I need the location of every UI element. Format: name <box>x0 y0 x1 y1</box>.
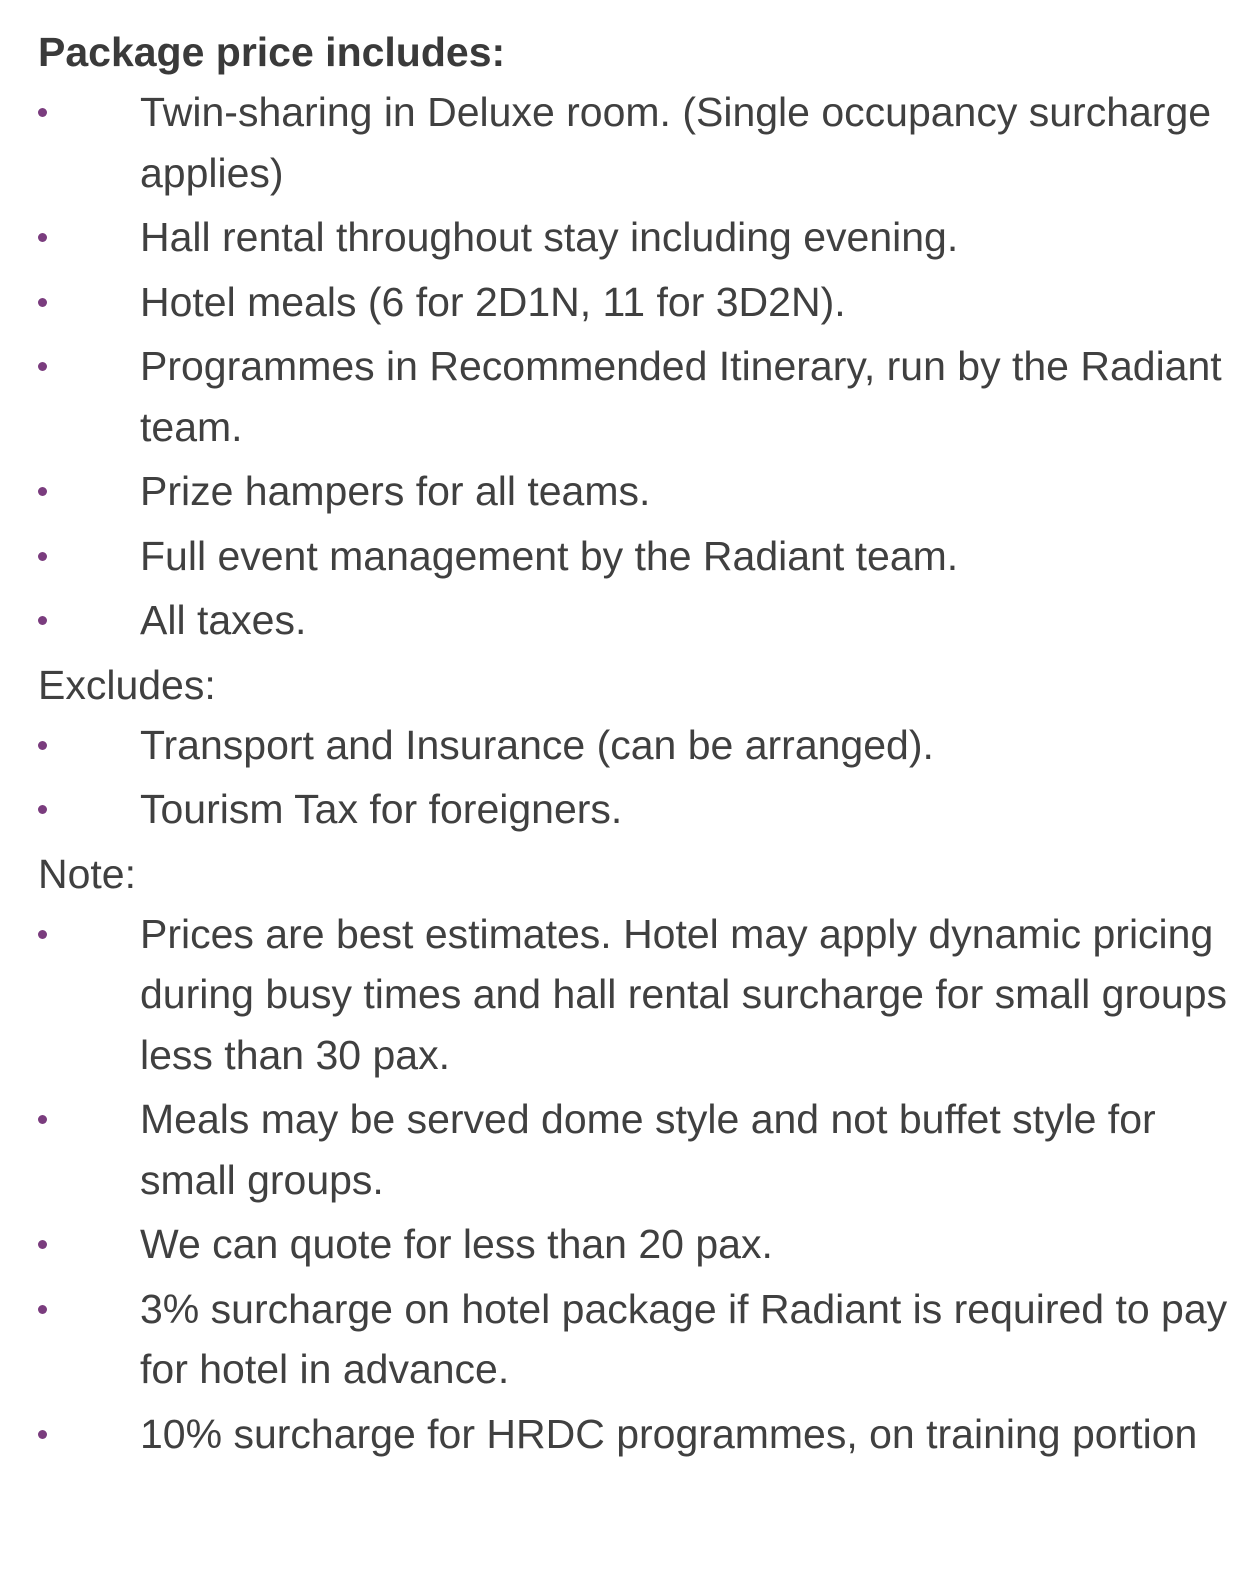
list-item-text: Hotel meals (6 for 2D1N, 11 for 3D2N). <box>140 278 846 325</box>
note-heading: Note: <box>38 850 136 897</box>
excludes-heading: Excludes: <box>38 661 216 708</box>
list-item <box>38 1214 1228 1275</box>
bullet-icon <box>38 616 47 625</box>
excludes-list <box>38 715 1228 840</box>
list-item-text: Prices are best estimates. Hotel may apply dynamic pricing during busy times and hall rental surcharge for small groups less than 30 pax. <box>140 910 1228 1078</box>
list-item-text: Twin-sharing in Deluxe room. (Single occupancy surcharge applies) <box>140 89 1212 196</box>
list-item <box>38 461 1228 522</box>
bullet-icon <box>38 362 47 371</box>
list-item <box>38 1404 1228 1465</box>
list-item-text: Transport and Insurance (can be arranged). <box>140 721 934 768</box>
bullet-icon <box>38 1240 47 1249</box>
bullet-icon <box>38 108 47 117</box>
list-item-text: Tourism Tax for foreigners. <box>140 786 623 832</box>
list-item-text: Full event management by the Radiant team. <box>140 532 959 579</box>
list-item <box>38 272 1228 333</box>
list-item <box>38 1089 1228 1210</box>
bullet-icon <box>38 805 47 814</box>
includes-heading: Package price includes: <box>38 29 506 75</box>
list-item-text: All taxes. <box>140 597 307 643</box>
bullet-icon <box>38 1305 47 1314</box>
list-item <box>38 82 1228 203</box>
list-item-text: Hall rental throughout stay including evening. <box>140 214 959 260</box>
includes-section <box>38 22 1228 651</box>
list-item <box>38 779 1228 840</box>
bullet-icon <box>38 298 47 307</box>
note-list <box>38 904 1228 1465</box>
list-item-text: We can quote for less than 20 pax. <box>140 1221 773 1267</box>
list-item <box>38 526 1228 587</box>
bullet-icon <box>38 930 47 939</box>
list-item-text: Meals may be served dome style and not buffet style for small groups. <box>140 1096 1156 1203</box>
bullet-icon <box>38 1115 47 1124</box>
list-item-text: 3% surcharge on hotel package if Radiant is required to pay for hotel in advance. <box>140 1285 1228 1392</box>
bullet-icon <box>38 233 47 242</box>
note-section <box>38 844 1228 1465</box>
document-body <box>38 22 1228 1468</box>
list-item-text: 10% surcharge for HRDC programmes, on training portion <box>140 1410 1198 1457</box>
list-item <box>38 715 1228 776</box>
list-item <box>38 1279 1228 1400</box>
bullet-icon <box>38 552 47 561</box>
list-item-text: Programmes in Recommended Itinerary, run by the Radiant team. <box>140 343 1222 450</box>
list-item <box>38 207 1228 268</box>
bullet-icon <box>38 741 47 750</box>
list-item <box>38 904 1228 1086</box>
bullet-icon <box>38 487 47 496</box>
list-item-text: Prize hampers for all teams. <box>140 468 651 514</box>
list-item <box>38 336 1228 457</box>
includes-list <box>38 82 1228 651</box>
list-item <box>38 590 1228 651</box>
bullet-icon <box>38 1430 47 1439</box>
excludes-section <box>38 655 1228 840</box>
